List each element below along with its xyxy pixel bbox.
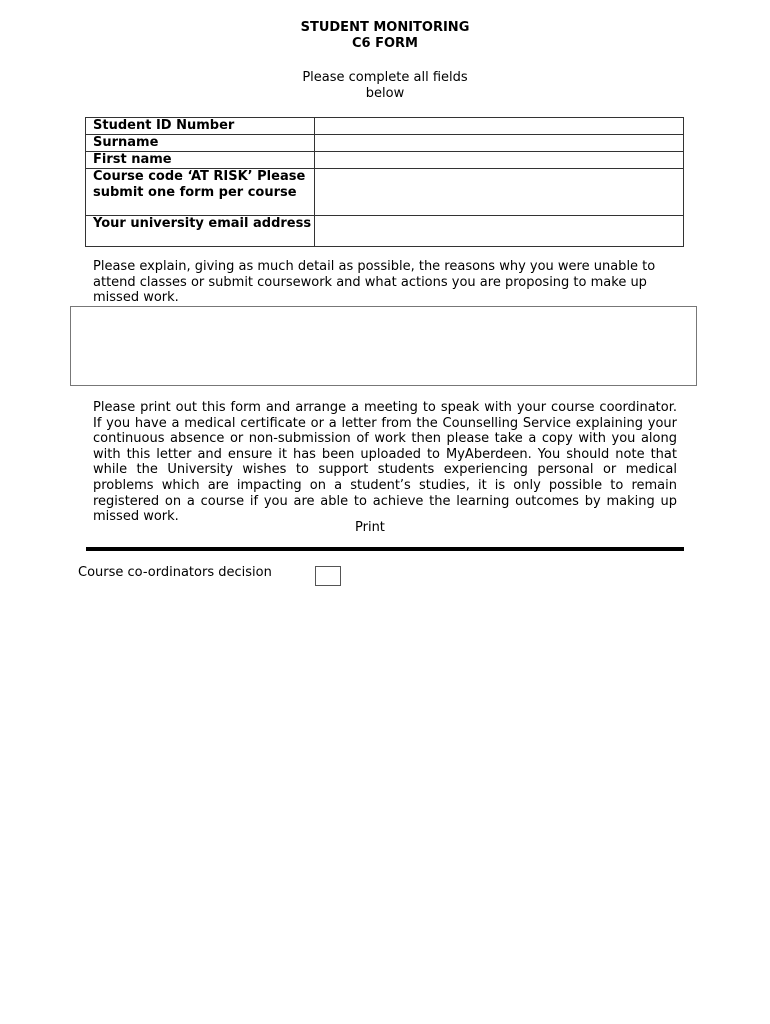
email-field[interactable]: [315, 216, 684, 247]
print-button[interactable]: Print: [355, 520, 385, 535]
instruction-text-continued: below: [365, 86, 405, 101]
form-subtitle: C6 FORM: [352, 36, 418, 51]
email-input[interactable]: [315, 216, 683, 231]
table-row: [86, 169, 684, 216]
explanation-field[interactable]: [70, 306, 697, 386]
student-id-field[interactable]: [315, 118, 684, 135]
first-name-input[interactable]: [315, 152, 683, 167]
table-row: [86, 118, 684, 135]
explanation-prompt: Please explain, giving as much detail as possible, the reasons why you were unable to attend classes or submit coursework and what actions you are proposing to make up missed work.: [93, 259, 656, 306]
first-name-field[interactable]: [315, 152, 684, 169]
student-id-label: Student ID Number: [86, 118, 315, 135]
student-id-input[interactable]: [315, 118, 683, 133]
email-label: Your university email address: [86, 216, 315, 247]
course-code-label: Course code ‘AT RISK’ Please submit one form per course: [86, 169, 315, 216]
decision-label: Course co-ordinators decision: [78, 565, 272, 580]
surname-input[interactable]: [315, 135, 683, 150]
print-instructions: Please print out this form and arrange a meeting to speak with your course coordinator. If you have a medical certificate or a letter from the Counselling Service explaining your continuous absence or non-submission of work then please take a copy with you along with this letter and ensure it has been uploaded to MyAberdeen. You should note that while the University wishes to support students experiencing personal or medical problems which are impacting on a student’s studies, it is only possible to remain registered on a course if you are able to achieve the learning outcomes by making up missed work.: [93, 400, 677, 525]
first-name-label: First name: [86, 152, 315, 169]
form-title: STUDENT MONITORING: [300, 20, 470, 35]
student-details-table: [85, 117, 684, 247]
surname-label: Surname: [86, 135, 315, 152]
table-row: [86, 152, 684, 169]
table-row: [86, 135, 684, 152]
decision-checkbox[interactable]: [315, 566, 341, 586]
table-row: [86, 216, 684, 247]
explanation-textarea[interactable]: [71, 307, 696, 385]
surname-field[interactable]: [315, 135, 684, 152]
course-code-field[interactable]: [315, 169, 684, 216]
course-code-input[interactable]: [315, 169, 683, 184]
instruction-text: Please complete all fields: [302, 70, 468, 85]
divider: [86, 547, 684, 551]
